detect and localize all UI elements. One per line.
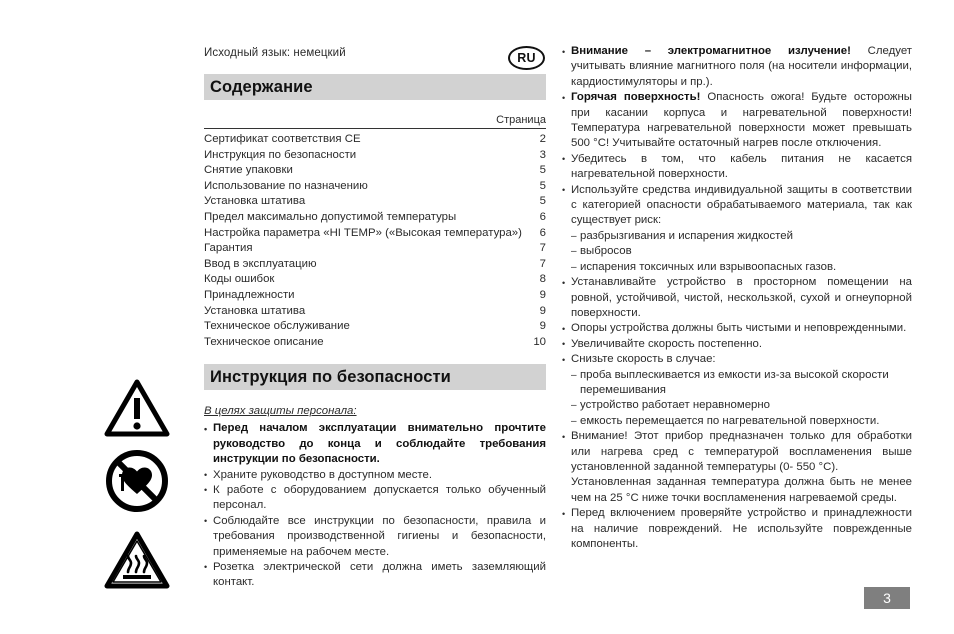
warning-bullet-list [562, 44, 912, 229]
toc-entry-page: 7 [539, 257, 546, 270]
toc-entry-page: 5 [539, 179, 546, 192]
table-row[interactable] [204, 132, 546, 148]
list-item: – испарения токсичных или взрывоопасных газов. [571, 260, 912, 275]
list-item: • Опоры устройства должны быть чистыми и неповрежденными. [562, 321, 912, 336]
table-row[interactable] [204, 179, 546, 195]
list-item: – устройство работает неравномерно [571, 398, 912, 413]
toc-entry-title: Техническое обслуживание [204, 320, 350, 333]
contents-heading-bar [204, 74, 546, 100]
toc-entry-title: Коды ошибок [204, 273, 275, 286]
left-column [204, 46, 546, 591]
table-row[interactable] [204, 335, 546, 351]
toc-entry-page: 6 [539, 226, 546, 239]
table-row[interactable] [204, 288, 546, 304]
toc-divider [204, 128, 546, 129]
toc-entry-title: Настройка параметра «HI TEMP» («Высокая температура») [204, 226, 522, 239]
toc-entry-page: 8 [539, 273, 546, 286]
table-row[interactable] [204, 304, 546, 320]
warning-bullet-list-continued [562, 275, 912, 367]
toc-page-column-label: Страница [496, 114, 546, 126]
list-item: • Снизьте скорость в случае: [562, 352, 912, 367]
safety-subheading: В целях защиты персонала: [204, 405, 357, 418]
risk-sublist [562, 229, 912, 275]
safety-heading-bar [204, 364, 546, 390]
toc-entry-title: Установка штатива [204, 304, 306, 317]
toc-entry-title: Техническое описание [204, 335, 324, 348]
toc-entry-page: 2 [539, 133, 546, 145]
table-row[interactable] [204, 241, 546, 257]
list-item: – проба выплескивается из емкости из-за высокой скорости перемешивания [571, 368, 912, 399]
toc-entry-title: Инструкция по безопасности [204, 148, 357, 161]
toc-entry-title: Гарантия [204, 242, 253, 255]
warning-bullet-list-end [562, 429, 912, 475]
toc-entry-title: Установка штатива [204, 195, 306, 208]
speed-sublist [562, 368, 912, 430]
list-item: • Соблюдайте все инструкции по безопасности, правила и требования производственной гигиены и безопасности, применяемые на рабочем месте. [204, 514, 546, 560]
warning-bullet-list-final [562, 506, 912, 552]
hot-surface-icon [104, 528, 170, 594]
table-row[interactable] [204, 226, 546, 242]
toc-entry-page: 9 [539, 304, 546, 317]
toc-entry-title: Принадлежности [204, 288, 295, 301]
list-item [562, 90, 912, 152]
list-item: • Перед включением проверяйте устройство и принадлежности на наличие повреждений. Не используйте поврежденные компоненты. [562, 506, 912, 552]
list-item: • Храните руководство в доступном месте. [204, 468, 546, 483]
list-item: • Внимание! Этот прибор предназначен только для обработки или нагрева сред с температурой воспламенения выше установленной заданной температуры (0- 550 °C). [562, 429, 912, 475]
table-row[interactable] [204, 163, 546, 179]
general-warning-icon [104, 376, 170, 442]
list-item: • Убедитесь в том, что кабель питания не касается нагревательной поверхности. [562, 152, 912, 183]
table-row[interactable] [204, 272, 546, 288]
list-item-lead: Горячая поверхность! [571, 91, 701, 104]
list-item: • Перед началом эксплуатации внимательно прочтите руководство до конца и соблюдайте требования инструкции по безопасности. [204, 421, 546, 467]
right-column [562, 44, 912, 552]
toc-entry-page: 9 [539, 288, 546, 301]
list-item-text: Опасность ожога! Будьте осторожны при касании корпуса и нагревательной поверхности! Температура нагревательной поверхности может превышать 500 °C! Учитывайте остаточный нагрев после отключения. [571, 91, 912, 150]
list-item: – разбрызгивания и испарения жидкостей [571, 229, 912, 244]
toc-entry-page: 5 [539, 195, 546, 208]
source-language-note: Исходный язык: немецкий [204, 47, 346, 59]
toc-entry-page: 10 [533, 335, 546, 348]
table-row[interactable] [204, 319, 546, 335]
temperature-note: Установленная заданная температура должна быть не менее чем на 25 °C ниже точки воспламенения нагреваемой среды. [571, 476, 912, 504]
table-row[interactable] [204, 148, 546, 164]
list-item [562, 44, 912, 90]
toc-entry-title: Сертификат соответствия CE [204, 133, 361, 145]
list-item: – емкость перемещается по нагревательной поверхности. [571, 414, 912, 429]
page-number-badge: 3 [864, 587, 910, 609]
table-row[interactable] [204, 194, 546, 210]
language-badge-label: RU [508, 46, 545, 70]
toc-entry-title: Использование по назначению [204, 179, 368, 192]
safety-heading: Инструкция по безопасности [210, 367, 451, 386]
toc-entry-page: 9 [539, 320, 546, 333]
pictogram-gutter [104, 376, 180, 600]
table-row[interactable] [204, 257, 546, 273]
toc-entry-title: Ввод в эксплуатацию [204, 257, 317, 270]
list-item: • Увеличивайте скорость постепенно. [562, 337, 912, 352]
toc-entry-page: 6 [539, 210, 546, 223]
list-item-lead: Внимание – электромагнитное излучение! [571, 45, 851, 57]
toc-entry-page: 7 [539, 242, 546, 255]
list-item: • К работе с оборудованием допускается только обученный персонал. [204, 483, 546, 514]
table-of-contents [204, 114, 546, 350]
toc-entry-title: Снятие упаковки [204, 164, 293, 177]
list-item-text: Следует учитывать влияние магнитного поля (на носители информации, кардиостимуляторы и пр.). [571, 45, 912, 88]
safety-bullet-list [204, 421, 546, 590]
no-pacemaker-icon [104, 448, 170, 514]
list-item: • Розетка электрической сети должна иметь заземляющий контакт. [204, 560, 546, 591]
list-item: • Используйте средства индивидуальной защиты в соответствии с категорией опасности обрабатываемого материала, так как существует риск: [562, 183, 912, 229]
list-item: • Устанавливайте устройство в просторном помещении на ровной, устойчивой, чистой, нескользкой, сухой и огнеупорной поверхности. [562, 275, 912, 321]
list-item: – выбросов [571, 244, 912, 259]
toc-entry-page: 5 [539, 164, 546, 177]
toc-entry-title: Предел максимально допустимой температуры [204, 210, 457, 223]
contents-heading: Содержание [210, 77, 313, 96]
toc-entry-page: 3 [539, 148, 546, 161]
table-row[interactable] [204, 210, 546, 226]
